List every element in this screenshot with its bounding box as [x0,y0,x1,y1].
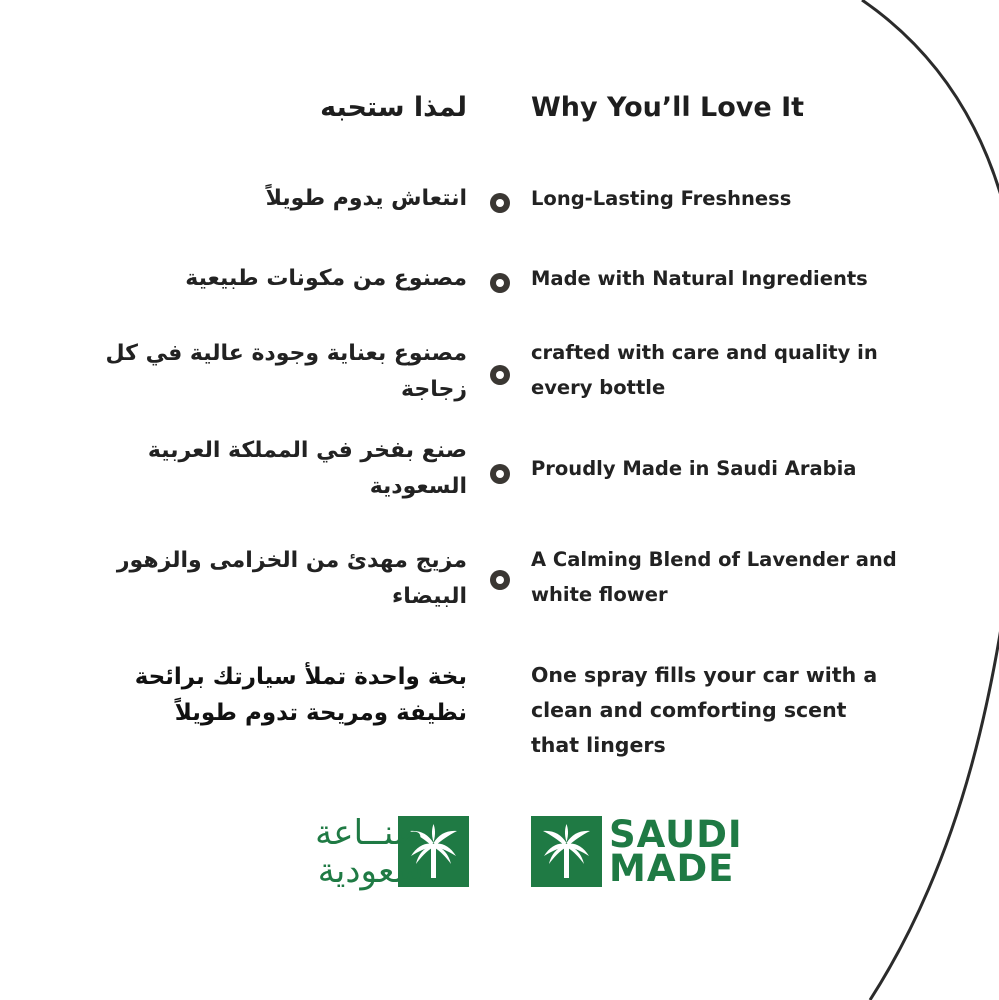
arabic-heading: لمذا ستحبه [320,92,467,123]
bullet-icon [490,365,510,385]
closing-arabic: بخة واحدة تملأ سيارتك برائحة نظيفة ومريحة تدوم طويلاً [134,664,467,726]
feature-2-arabic: مصنوع من مكونات طبيعية [185,266,467,291]
closing-english: One spray fills your car with a clean and comforting scent that lingers [531,663,878,757]
feature-2-english: Made with Natural Ingredients [531,267,868,290]
bullet-icon [490,273,510,293]
feature-3-arabic: مصنوع بعناية وجودة عالية في كل زجاجة [105,341,467,402]
saudi-made-arabic-line1: صنــاعة [315,813,423,853]
feature-5-arabic: مزيج مهدئ من الخزامى والزهور البيضاء [116,548,467,609]
palm-tree-icon [531,816,602,887]
saudi-made-arabic-line2: سعودية [317,851,423,891]
bullet-icon [490,193,510,213]
saudi-made-english-line1: SAUDI [609,813,743,856]
feature-5-english: A Calming Blend of Lavender and white flower [531,548,897,606]
feature-3-english: crafted with care and quality in every bottle [531,341,878,399]
feature-1-english: Long-Lasting Freshness [531,187,792,210]
english-heading: Why You’ll Love It [531,92,805,123]
feature-4-arabic: صنع بفخر في المملكة العربية السعودية [147,438,467,499]
saudi-made-english-logo [609,813,743,890]
bullet-icon [490,464,510,484]
feature-4-english: Proudly Made in Saudi Arabia [531,457,857,480]
feature-1-arabic: انتعاش يدوم طويلاً [265,186,467,211]
saudi-made-english-line2: MADE [609,847,735,890]
bullet-icon [490,570,510,590]
